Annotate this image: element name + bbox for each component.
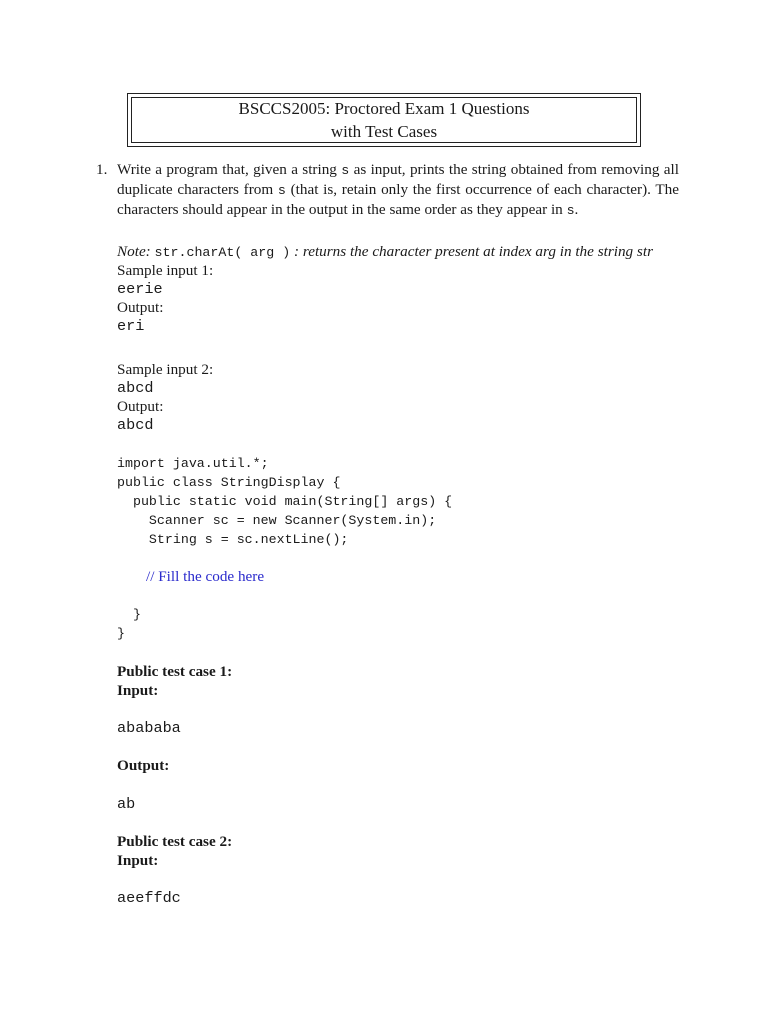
note-line: [117, 242, 653, 262]
note-code: str.charAt( arg ): [154, 245, 291, 260]
question-text-part: Write a program that, given a string: [117, 161, 342, 178]
test-case-2-heading: Public test case 2:: [117, 833, 233, 850]
test-case-2-input-label: Input:: [117, 852, 159, 869]
question-text: [117, 160, 679, 220]
title-line-2: with Test Cases: [330, 122, 438, 141]
test-case-1-heading: Public test case 1:: [117, 663, 233, 680]
sample-1-output-label: Output:: [117, 299, 164, 316]
question-code-s: s: [277, 183, 286, 198]
question-text-part: (that is, retain only the first occurrence of each character). The characters should appear in the output in the same order as they appear in: [117, 181, 680, 218]
sample-2-input: abcd: [117, 379, 154, 397]
question-text-part: .: [574, 201, 579, 218]
question-code-s: s: [566, 203, 575, 218]
question-text-part: as input, prints the string obtained from removing all duplicate characters from: [117, 161, 679, 198]
sample-1-input: eerie: [117, 280, 163, 298]
code-comment: // Fill the code here: [146, 568, 265, 585]
code-closing-brace: }: [117, 607, 141, 622]
sample-2-input-label: Sample input 2:: [117, 361, 214, 378]
code-line: public class StringDisplay {: [117, 475, 341, 490]
test-case-1-input: abababa: [117, 719, 181, 737]
sample-2-output: abcd: [117, 416, 154, 434]
title-line-1: BSCCS2005: Proctored Exam 1 Questions: [238, 99, 530, 118]
title-inner-frame: [131, 97, 637, 143]
code-line: import java.util.*;: [117, 456, 269, 471]
code-closing-brace: }: [117, 626, 125, 641]
test-case-1-input-label: Input:: [117, 682, 159, 699]
test-case-2-input: aeeffdc: [117, 889, 181, 907]
code-line: String s = sc.nextLine();: [117, 532, 349, 547]
code-line: public static void main(String[] args) {: [117, 494, 453, 509]
question-code-s: s: [341, 163, 350, 178]
sample-1-output: eri: [117, 317, 145, 335]
question-number: 1.: [96, 161, 108, 178]
note-text: : returns the character present at index arg in the string str: [294, 243, 653, 260]
sample-2-output-label: Output:: [117, 398, 164, 415]
sample-1-input-label: Sample input 1:: [117, 262, 214, 279]
test-case-1-output: ab: [117, 795, 136, 813]
code-line: Scanner sc = new Scanner(System.in);: [117, 513, 437, 528]
title-box: [127, 93, 641, 147]
note-label: Note:: [117, 243, 151, 260]
test-case-1-output-label: Output:: [117, 757, 170, 774]
